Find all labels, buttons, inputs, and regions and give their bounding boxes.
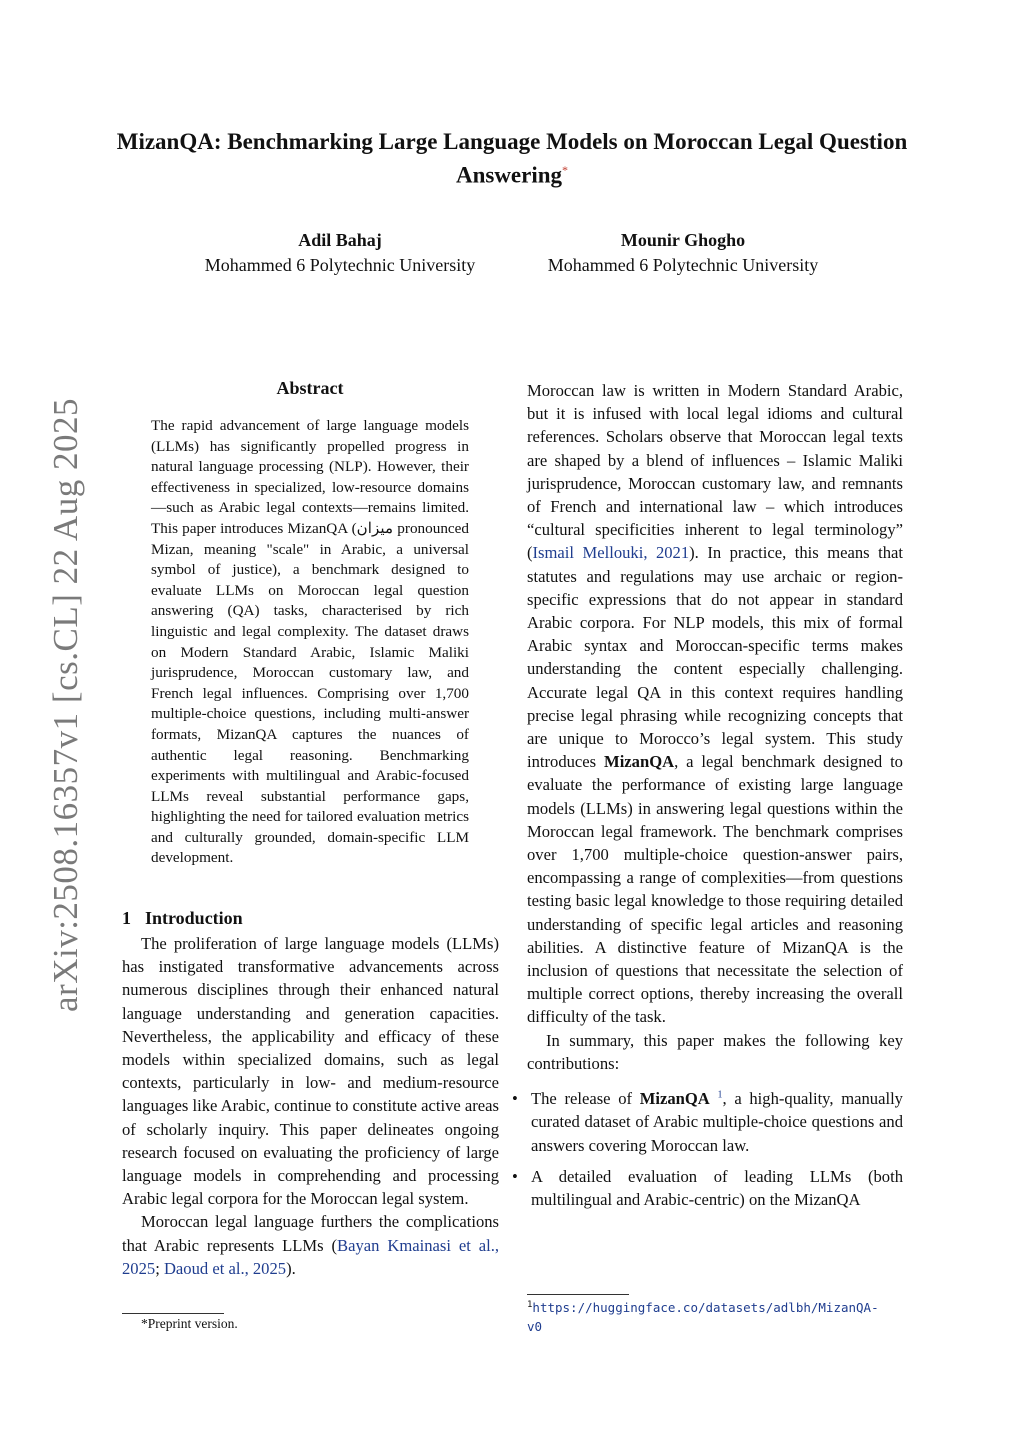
- p3-text-a: Moroccan law is written in Modern Standard Arabic, but it is infused with local legal idioms and cultural references. Scholars observe that Moroccan legal texts are shaped by a blend of influences – Islamic Maliki jurisprudence, Moroccan customary law, and remnants of French and international law – which introduces “cultural specificities inherent to legal terminology” (: [527, 381, 903, 563]
- bullet-icon: •: [512, 1166, 518, 1186]
- intro-paragraph-1: The proliferation of large language models (LLMs) has instigated transformative advancements across numerous disciplines through their enhanced natural language understanding and generation capacities. Nevertheless, the applicability and efficacy of these models within specialized domains, such as legal contexts, particularly in low- and medium-resource languages like Arabic, continue to constitute active areas of scholarly inquiry. This paper delineates ongoing research focused on evaluating the proficiency of large language models in comprehending and processing Arabic legal corpora for the Moroccan legal system.: [122, 934, 499, 1209]
- section-heading-introduction: [122, 908, 243, 929]
- citation-separator: ;: [155, 1258, 164, 1278]
- p2-text-end: ).: [286, 1258, 296, 1278]
- abstract-heading: Abstract: [276, 378, 344, 398]
- bullet-icon: •: [512, 1089, 518, 1109]
- right-column: [512, 379, 903, 1219]
- contributions-list: [512, 1087, 903, 1211]
- author-affiliation: Mohammed 6 Polytechnic University: [547, 255, 819, 275]
- intro-paragraph-3: [527, 379, 903, 1029]
- author-block-1: [170, 228, 510, 278]
- author-affiliation: Mohammed 6 Polytechnic University: [204, 255, 476, 275]
- paper-title: [60, 128, 964, 190]
- list-item: [512, 1165, 903, 1211]
- title-footnote-marker[interactable]: *: [562, 163, 569, 177]
- bullet-text-a: The release of: [531, 1089, 640, 1109]
- citation-link[interactable]: Daoud et al., 2025: [163, 1258, 287, 1278]
- p2-text-start: Moroccan legal language furthers the complications that Arabic represents LLMs (: [122, 1212, 499, 1255]
- p3-text-b: ). In practice, this means that statutes and regulations may use archaic or region-specific expressions that do not appear in standard Arabic corpora. For NLP models, this mix of formal Arabic syntax and Moroccan-specific terms makes understanding the content especially challenging. Accurate legal QA in this context requires handling precise legal phrasing while recognizing concepts that are unique to Morocco’s legal system. This study introduces: [527, 543, 903, 772]
- mizanqa-bold: MizanQA: [604, 752, 675, 772]
- section-title: Introduction: [145, 908, 243, 928]
- footnote-preprint: *Preprint version.: [141, 1316, 238, 1331]
- bullet-text: A detailed evaluation of leading LLMs (both multilingual and Arabic-centric) on the MizanQA: [531, 1166, 903, 1209]
- left-column: [122, 932, 499, 1280]
- intro-paragraph-2: [122, 1210, 499, 1280]
- section-number: 1: [122, 908, 131, 928]
- citation-link[interactable]: Ismail Mellouki, 2021: [532, 543, 690, 563]
- abstract-body: The rapid advancement of large language models (LLMs) has significantly propelled progress in natural language processing (NLP). However, their effectiveness in specialized, low-resource domains—such as Arabic legal contexts—remains limited. This paper introduces MizanQA (ميزان pronounced Mizan, meaning "scale" in Arabic, a universal symbol of justice), a benchmark designed to evaluate LLMs on Moroccan legal question answering (QA) tasks, characterised by rich linguistic and legal complexity. The dataset draws on Modern Standard Arabic, Islamic Maliki jurisprudence, Moroccan customary law, and French legal influences. Comprising over 1,700 multiple-choice questions, including multi-answer formats, MizanQA captures the nuances of authentic legal reasoning. Benchmarking experiments with multilingual and Arabic-focused LLMs reveal substantial performance gaps, highlighting the need for tailored evaluation metrics and culturally grounded, domain-specific LLM development.: [151, 417, 469, 867]
- footnote-link[interactable]: https://huggingface.co/datasets/adlbh/MizanQA-v0: [527, 1300, 879, 1335]
- author-name: Mounir Ghogho: [620, 230, 746, 250]
- footnote-divider: [527, 1294, 629, 1295]
- mizanqa-bold: MizanQA: [639, 1089, 710, 1109]
- footnote-marker[interactable]: 1: [717, 1089, 723, 1101]
- footnote-number: 1: [527, 1300, 533, 1310]
- p3-text-c: , a legal benchmark designed to evaluate the performance of existing large language models (LLMs) in answering legal questions within the Moroccan legal framework. The benchmark comprises over 1,700 multiple-choice question-answer pairs, encompassing a range of complexities—from questions testing basic legal knowledge to those requiring detailed understanding of specific legal articles and reasoning abilities. A distinctive feature of MizanQA is the inclusion of questions that necessitate the selection of multiple correct options, thereby increasing the overall difficulty of the task.: [527, 752, 903, 1027]
- author-block-2: [513, 228, 853, 278]
- list-item: [512, 1087, 903, 1157]
- title-text: MizanQA: Benchmarking Large Language Models on Moroccan Legal Question Answering: [116, 129, 908, 188]
- footnote-url: [527, 1296, 887, 1336]
- citation-link[interactable]: Bayan Kmainasi et al., 2025: [122, 1235, 499, 1278]
- bullet-text-b: , a high-quality, manually curated dataset of Arabic multiple-choice questions and answers covering Moroccan law.: [531, 1089, 903, 1155]
- footnote-divider: [122, 1313, 224, 1314]
- intro-paragraph-4: In summary, this paper makes the following key contributions:: [527, 1030, 903, 1073]
- author-name: Adil Bahaj: [298, 230, 382, 250]
- arxiv-watermark: arXiv:2508.16357v1 [cs.CL] 22 Aug 2025: [46, 398, 85, 1012]
